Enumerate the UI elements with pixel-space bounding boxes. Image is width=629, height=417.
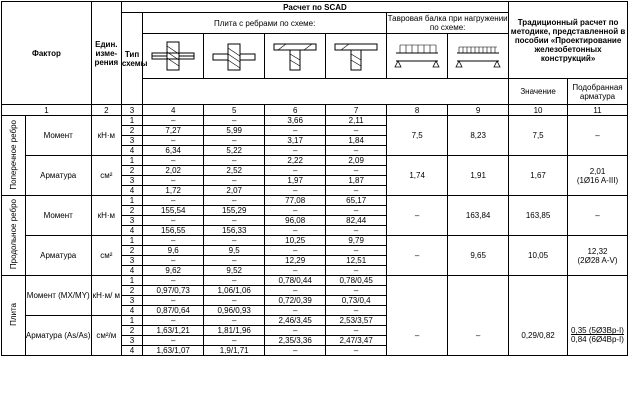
table-cell: 9,6: [143, 246, 204, 256]
table-cell: 7,5: [387, 116, 448, 156]
beam-scheme-1-icon: [392, 41, 442, 71]
table-cell: 7,5: [509, 116, 568, 156]
rib-scheme-3-icon: [272, 38, 318, 74]
table-cell: 2,09: [326, 156, 387, 166]
table-cell: 9,62: [143, 266, 204, 276]
table-cell: 3,17: [265, 136, 326, 146]
table-cell: 0,73/0,4: [326, 296, 387, 306]
table-cell: 2,35/3,36: [265, 336, 326, 346]
unit-label: кН·м/ м: [91, 276, 121, 316]
selected-rebar-header: Подобранная арматура: [567, 79, 627, 105]
table-cell: –: [326, 206, 387, 216]
table-cell: –: [143, 196, 204, 206]
scheme-number: 4: [121, 266, 142, 276]
table-cell: –: [265, 346, 326, 356]
table-cell: 10,25: [265, 236, 326, 246]
unit-label: см²: [91, 236, 121, 276]
table-cell: 77,08: [265, 196, 326, 206]
rebar-spec: (1Ø16 A-III): [576, 175, 619, 185]
group-longitudinal: Продольное ребро: [2, 196, 26, 276]
plate-ribs-header: Плита с ребрами по схеме:: [143, 13, 387, 34]
col-number: 1: [2, 105, 92, 116]
col-number: 10: [509, 105, 568, 116]
table-cell: –: [326, 186, 387, 196]
rib-scheme-1-icon: [150, 38, 196, 74]
table-cell: –: [204, 236, 265, 246]
scheme-number: 3: [121, 336, 142, 346]
table-cell: 9,79: [326, 236, 387, 246]
rebar-area: 0,35 (5Ø3Bp-I): [571, 326, 624, 336]
factor-label: Момент: [25, 116, 91, 156]
table-cell: 96,08: [265, 216, 326, 226]
table-cell: 1,97: [265, 176, 326, 186]
table-cell: –: [265, 266, 326, 276]
table-cell: –: [204, 256, 265, 266]
table-cell: 2,11: [326, 116, 387, 126]
results-table: [1, 1, 628, 356]
table-cell: 0,72/0,39: [265, 296, 326, 306]
scheme-number: 4: [121, 226, 142, 236]
table-cell: –: [567, 196, 627, 236]
table-cell: –: [143, 176, 204, 186]
scheme-number: 2: [121, 206, 142, 216]
table-cell: –: [387, 236, 448, 276]
table-cell: –: [387, 316, 448, 356]
col-number: 8: [387, 105, 448, 116]
rib-scheme-2-icon: [211, 38, 257, 74]
scheme-number: 2: [121, 166, 142, 176]
table-cell: –: [143, 336, 204, 346]
table-cell: 155,29: [204, 206, 265, 216]
rebar-spec: 0,84 (6Ø4Bp-I): [571, 335, 624, 345]
table-cell: [567, 156, 627, 196]
table-cell: 1,06/1,06: [204, 286, 265, 296]
table-cell: –: [204, 116, 265, 126]
table-cell: –: [204, 296, 265, 306]
table-cell: 1,81/1,96: [204, 326, 265, 336]
factor-label: Арматура: [25, 236, 91, 276]
table-cell: 1,63/1,21: [143, 326, 204, 336]
table-cell: 9,5: [204, 246, 265, 256]
table-cell: –: [326, 246, 387, 256]
value-header: Значение: [509, 79, 568, 105]
table-cell: 3,66: [265, 116, 326, 126]
table-cell: –: [143, 236, 204, 246]
table-cell: [448, 276, 509, 316]
table-cell: 7,27: [143, 126, 204, 136]
table-cell: 12,51: [326, 256, 387, 266]
unit-label: кН·м: [91, 196, 121, 236]
table-cell: –: [326, 326, 387, 336]
scheme-number: 1: [121, 116, 142, 126]
factor-label: Момент (MX/MY): [25, 276, 91, 316]
table-cell: 2,47/3,47: [326, 336, 387, 346]
factor-label: Момент: [25, 196, 91, 236]
scheme-number: 4: [121, 186, 142, 196]
table-cell: –: [265, 126, 326, 136]
table-cell: 2,07: [204, 186, 265, 196]
scheme-number: 3: [121, 256, 142, 266]
scheme-number: 1: [121, 316, 142, 326]
table-cell: 2,22: [265, 156, 326, 166]
table-cell: [567, 316, 627, 356]
table-cell: –: [326, 286, 387, 296]
scheme-number: 1: [121, 156, 142, 166]
rebar-spec: (2Ø28 A-V): [577, 255, 618, 265]
table-cell: –: [265, 186, 326, 196]
table-cell: 6,34: [143, 146, 204, 156]
table-cell: –: [567, 116, 627, 156]
table-cell: 155,54: [143, 206, 204, 216]
scheme-number: 4: [121, 346, 142, 356]
unit-label: см²: [91, 156, 121, 196]
unit-label: см²/м: [91, 316, 121, 356]
scheme-number: 1: [121, 236, 142, 246]
scheme-figure-9: [448, 34, 509, 79]
table-cell: –: [204, 276, 265, 286]
table-cell: –: [265, 206, 326, 216]
table-cell: 5,22: [204, 146, 265, 156]
table-cell: –: [265, 226, 326, 236]
table-cell: –: [204, 136, 265, 146]
table-cell: –: [143, 296, 204, 306]
table-cell: –: [204, 336, 265, 346]
group-transverse: Поперечное ребро: [2, 116, 26, 196]
table-cell: 5,99: [204, 126, 265, 136]
col-number: 4: [143, 105, 204, 116]
table-cell: –: [204, 176, 265, 186]
table-cell: [567, 276, 627, 316]
table-cell: –: [326, 306, 387, 316]
table-cell: 12,29: [265, 256, 326, 266]
factor-header: Фактор: [2, 2, 92, 105]
table-cell: 1,91: [448, 156, 509, 196]
beam-scheme-2-icon: [453, 41, 503, 71]
table-cell: 0,78/0,44: [265, 276, 326, 286]
rebar-area: 12,32: [587, 246, 608, 256]
table-cell: –: [143, 316, 204, 326]
table-cell: 1,67: [509, 156, 568, 196]
col-number: 7: [326, 105, 387, 116]
table-cell: –: [204, 216, 265, 226]
table-cell: –: [265, 166, 326, 176]
table-cell: –: [265, 326, 326, 336]
table-cell: –: [265, 146, 326, 156]
header-spacer: [143, 79, 509, 105]
table-cell: 0,97/0,73: [143, 286, 204, 296]
scheme-number: 1: [121, 276, 142, 286]
table-cell: 2,02: [143, 166, 204, 176]
table-cell: 1,84: [326, 136, 387, 146]
scheme-figure-7: [326, 34, 387, 79]
group-plate: Плита: [2, 276, 26, 356]
table-cell: 0,29/0,82: [509, 316, 568, 356]
factor-label: Арматура (As/As): [25, 316, 91, 356]
col-number: 6: [265, 105, 326, 116]
scheme-figure-6: [265, 34, 326, 79]
table-cell: –: [204, 156, 265, 166]
table-cell: –: [326, 126, 387, 136]
table-cell: –: [143, 136, 204, 146]
table-cell: –: [143, 116, 204, 126]
scheme-figure-8: [387, 34, 448, 79]
scheme-number: 2: [121, 246, 142, 256]
scheme-figure-4: [143, 34, 204, 79]
scheme-number: 3: [121, 216, 142, 226]
col-number: 5: [204, 105, 265, 116]
table-cell: –: [143, 156, 204, 166]
table-cell: –: [326, 226, 387, 236]
table-cell: 8,23: [448, 116, 509, 156]
scheme-number: 3: [121, 176, 142, 186]
table-cell: [567, 236, 627, 276]
table-cell: –: [143, 256, 204, 266]
unit-label: кН·м: [91, 116, 121, 156]
scheme-number: 2: [121, 126, 142, 136]
table-cell: 163,84: [448, 196, 509, 236]
col-number: 3: [121, 105, 142, 116]
table-cell: 1,87: [326, 176, 387, 186]
table-cell: –: [326, 266, 387, 276]
table-cell: –: [326, 346, 387, 356]
table-cell: 10,05: [509, 236, 568, 276]
factor-label: Арматура: [25, 156, 91, 196]
table-cell: [509, 276, 568, 316]
table-cell: –: [448, 316, 509, 356]
table-cell: 2,46/3,45: [265, 316, 326, 326]
table-cell: 156,55: [143, 226, 204, 236]
table-cell: [387, 276, 448, 316]
table-cell: 0,87/0,64: [143, 306, 204, 316]
scheme-number: 1: [121, 196, 142, 206]
col-number: 11: [567, 105, 627, 116]
table-cell: 9,65: [448, 236, 509, 276]
table-cell: 163,85: [509, 196, 568, 236]
rib-scheme-4-icon: [333, 38, 379, 74]
scheme-number: 3: [121, 296, 142, 306]
table-cell: –: [265, 286, 326, 296]
scheme-number: 2: [121, 326, 142, 336]
table-cell: –: [204, 316, 265, 326]
col-number: 2: [91, 105, 121, 116]
scheme-figure-5: [204, 34, 265, 79]
table-cell: –: [265, 306, 326, 316]
table-cell: 1,9/1,71: [204, 346, 265, 356]
table-cell: 1,74: [387, 156, 448, 196]
tbeam-header: Тавровая балка при нагружении по схеме:: [387, 14, 508, 32]
table-cell: –: [204, 196, 265, 206]
table-cell: 65,17: [326, 196, 387, 206]
scheme-number: 4: [121, 306, 142, 316]
table-cell: –: [143, 276, 204, 286]
table-cell: 2,52: [204, 166, 265, 176]
rebar-area: 2,01: [589, 166, 606, 176]
table-cell: –: [326, 166, 387, 176]
scheme-number: 2: [121, 286, 142, 296]
table-cell: –: [387, 196, 448, 236]
table-cell: 0,78/0,45: [326, 276, 387, 286]
traditional-header: Традиционный расчет по методике, представленной в пособии «Проектирование железобетонных конструкций»: [509, 2, 628, 79]
table-cell: 82,44: [326, 216, 387, 226]
table-cell: –: [326, 146, 387, 156]
scheme-type-header: Тип схемы: [121, 13, 142, 105]
scheme-number: 3: [121, 136, 142, 146]
table-cell: 1,63/1,07: [143, 346, 204, 356]
unit-header: Един. измерения: [91, 2, 121, 105]
table-cell: 0,96/0,93: [204, 306, 265, 316]
table-cell: 1,72: [143, 186, 204, 196]
table-cell: 9,52: [204, 266, 265, 276]
scheme-number: 4: [121, 146, 142, 156]
table-cell: –: [265, 246, 326, 256]
table-cell: –: [143, 216, 204, 226]
table-cell: 156,33: [204, 226, 265, 236]
col-number: 9: [448, 105, 509, 116]
scad-header: Расчет по SCAD: [121, 2, 508, 13]
table-cell: 2,53/3,57: [326, 316, 387, 326]
